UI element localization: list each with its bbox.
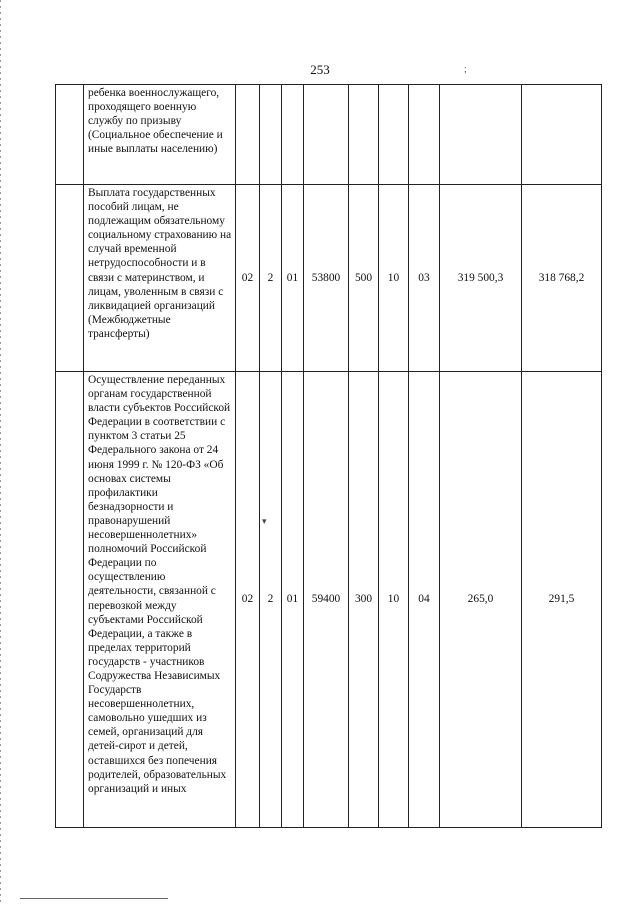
table-row (56, 85, 602, 185)
row-description: Осуществление переданных органам государственной власти субъектов Российской Федерации в соответствии с пунктом 3 статьи 25 Федерального закона от 24 июня 1999 г. № 120-ФЗ «Об основах системы профилактики безнадзорности и правонарушений несовершеннолетних» полномочий Российской Федерации по осуществлению деятельности, связанной с перевозкой между субъектами Российской Федерации, а также в пределах территорий государств - участников Содружества Независимых Государств несовершеннолетних, самовольно ушедших из семей, организаций для детей-сирот и детей, оставшихся без попечения родителей, образовательных организаций и иных (84, 372, 236, 828)
row-description: ребенка военнослужащего, проходящего военную службу по призыву (Социальное обеспечение и иные выплаты населению) (84, 85, 236, 185)
scan-mark: ; (464, 64, 467, 75)
code-cell (282, 85, 304, 185)
code-cell: 53800 (304, 185, 349, 372)
code-cell: 10 (379, 185, 409, 372)
code-cell: 2 (260, 185, 282, 372)
code-cell: 500 (349, 185, 379, 372)
code-cell: 03 (409, 185, 440, 372)
code-cell (349, 85, 379, 185)
code-cell: 2 (260, 372, 282, 828)
code-cell (379, 85, 409, 185)
code-cell (236, 85, 260, 185)
page-number: 253 (310, 62, 330, 77)
scan-left-edge (0, 0, 1, 905)
budget-table (55, 84, 602, 828)
amount-cell: 291,5 (522, 372, 602, 828)
code-cell: 01 (282, 372, 304, 828)
code-cell (260, 85, 282, 185)
amount-cell: 318 768,2 (522, 185, 602, 372)
table-row (56, 372, 602, 828)
code-cell (409, 85, 440, 185)
empty-cell (56, 85, 84, 185)
code-cell: 02 (236, 372, 260, 828)
code-cell: 59400 (304, 372, 349, 828)
amount-cell (440, 85, 522, 185)
code-cell: 02 (236, 185, 260, 372)
empty-cell (56, 185, 84, 372)
code-cell: 04 (409, 372, 440, 828)
code-cell: 01 (282, 185, 304, 372)
code-cell: 10 (379, 372, 409, 828)
amount-cell: 319 500,3 (440, 185, 522, 372)
code-cell: 300 (349, 372, 379, 828)
footer-line (20, 898, 168, 899)
row-description: Выплата государственных пособий лицам, не подлежащим обязательному социальному страхованию на случай временной нетрудоспособности и в связи с материнством, и лицам, уволенным в связи с ликвидацией организаций (Межбюджетные трансферты) (84, 185, 236, 372)
amount-cell: 265,0 (440, 372, 522, 828)
table-row (56, 185, 602, 372)
empty-cell (56, 372, 84, 828)
amount-cell (522, 85, 602, 185)
code-cell (304, 85, 349, 185)
scan-speck: ▾ (262, 516, 267, 526)
